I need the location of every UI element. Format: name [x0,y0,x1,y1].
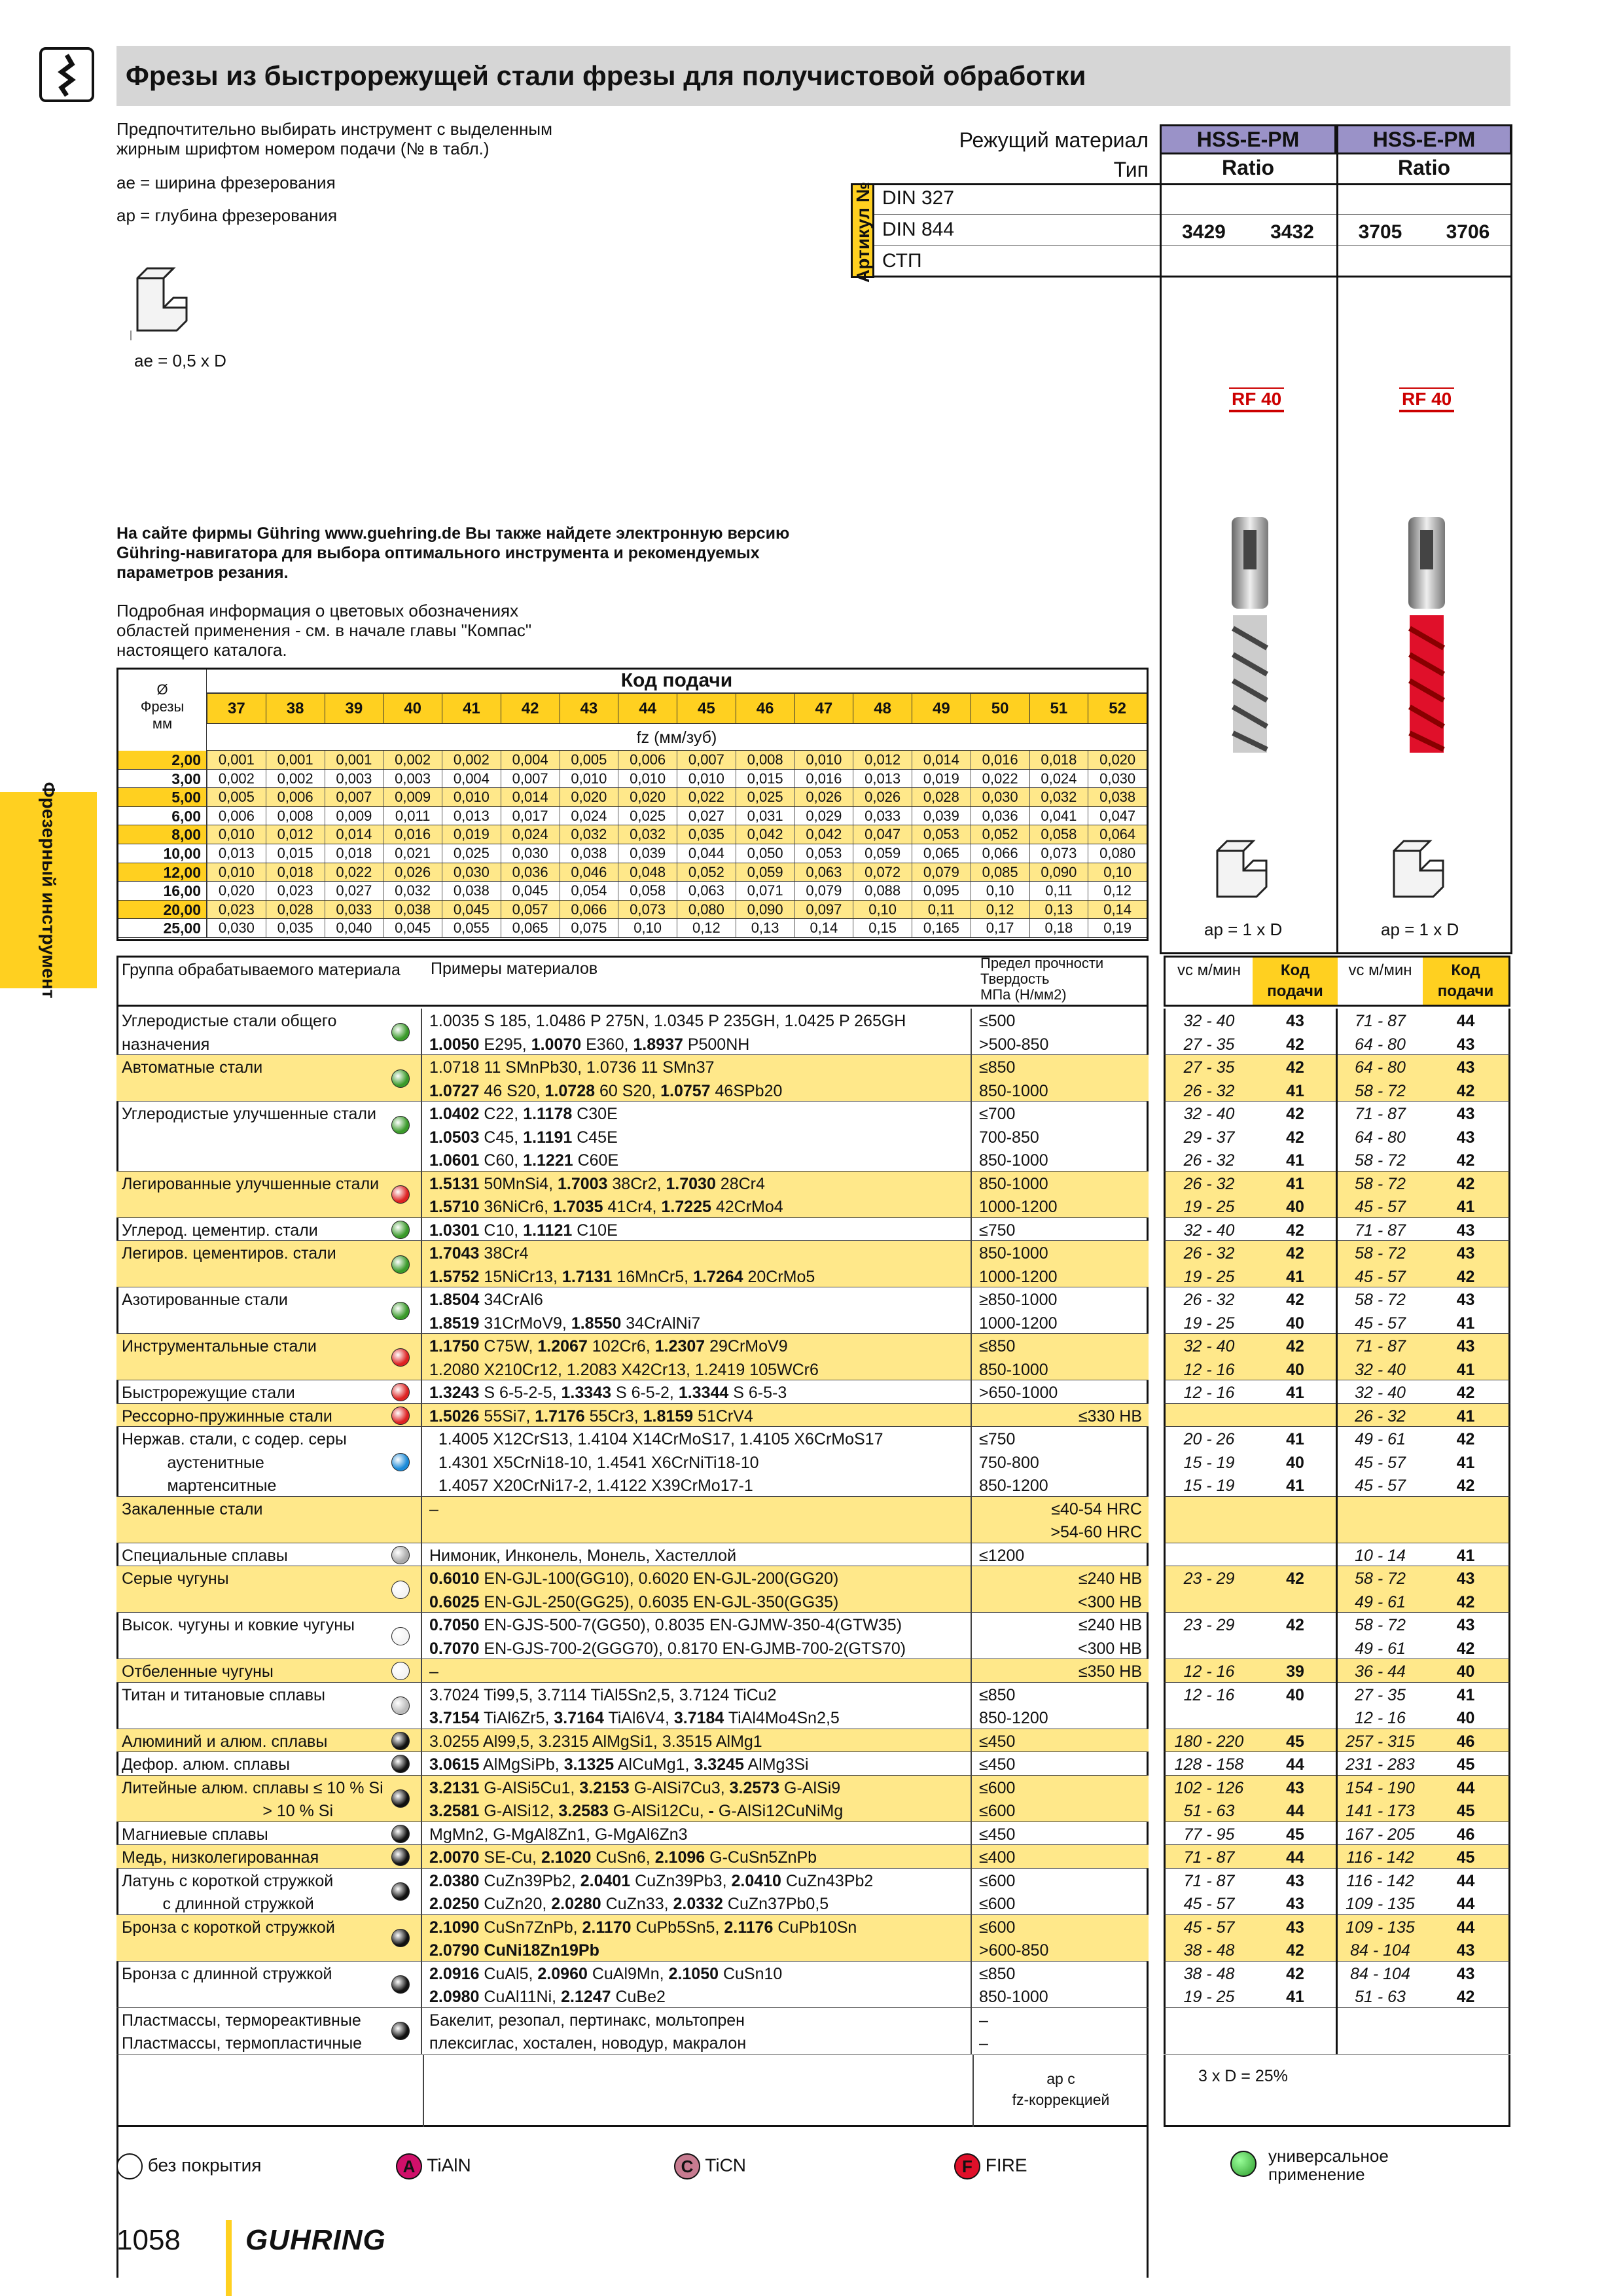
material-examples: Бакелит, резопал, пертинакс, мольтопрен плексиглас, хостален, новодур, макралон [429,2011,747,2053]
drill-logo-icon [39,47,94,102]
feed-code-40: 40 [383,693,442,723]
tialn-icon: A [396,2153,422,2179]
material-examples: 3.7024 Ti99,5, 3.7114 TiAl5Sn2,5, 3.7124 TiCu2 3.7154 TiAl6Zr5, 3.7164 TiAl6V4, 3.7184 TiAl4Mo4Sn2,5 [429,1685,840,1727]
feed-row: 25,00 0,030 0,035 0,040 0,045 0,055 0,065 0,075 0,10 0,12 0,13 0,14 0,15 0,165 0,17 0,18 0,19 [118,919,1147,938]
material-examples: – [429,1662,438,1681]
universal-icon [1230,2151,1257,2177]
spec-block: Режущий материал Тип Артикул № DIN 327 DIN 844 СТП HSS-E-PM HSS-E-PM Ratio Ratio 3429 3432 3705 3706 [851,124,1512,281]
material-examples: 2.0916 CuAl5, 2.0960 CuAl9Mn, 2.1050 CuSn10 2.0980 CuAl11Ni, 2.1247 CuBe2 [429,1964,783,2006]
feed-code-39: 39 [325,693,383,723]
material-group: Автоматные стали [122,1058,263,1077]
application-dot-icon [391,1662,410,1680]
cutting-data-row: 26 - 32 19 - 25 41 40 58 - 72 45 - 57 42 41 [1164,1172,1510,1218]
material-group: Инструментальные стали [122,1337,317,1355]
feed-code-46: 46 [736,693,794,723]
material-row: Отбеленные чугуны – ≤350 HB [116,1659,1149,1683]
material-row: Латунь с короткой стружкой с длинной стружкой 2.0380 CuZn39Pb2, 2.0401 CuZn39Pb3, 2.0410 CuZn43Pb2 2.0250 CuZn20, 2.0280 CuZn33, 2.0332 CuZn37Pb0,5 ≤600 ≤600 [116,1869,1149,1915]
intro: Предпочтительно выбирать инструмент с выделенным жирным шрифтом номером подачи (№ в табл.) ae = ширина фрезерования ap = глубина фрезерования [116,119,552,225]
material-group: Пластмассы, термореактивные Пластмассы, термопластичные [122,2011,363,2053]
cutting-data-row: 10 - 14 41 [1164,1543,1510,1567]
ap-block-icon-2 [1384,831,1456,903]
brand-logo: GUHRING [245,2224,386,2256]
cutting-data-row [1164,1497,1510,1543]
material-row: Закаленные стали – ≤40-54 HRC >54-60 HRC [116,1497,1149,1543]
feed-code-47: 47 [794,693,853,723]
page-header [116,46,1510,106]
application-dot-icon [391,1407,410,1425]
color-note: Подробная информация о цветовых обозначениях областей применения - см. в начале главы "Компас" настоящего каталога. [116,601,532,660]
footer-bar [226,2220,232,2296]
feed-code-43: 43 [560,693,618,723]
ap-value-2: ap = 1 x D [1381,920,1459,939]
cutting-data-row: 128 - 158 44 231 - 283 45 [1164,1752,1510,1776]
material-group: Углеродистые улучшенные стали [122,1105,376,1123]
cutting-data-row: 45 - 57 38 - 48 43 42 109 - 135 84 - 104 44 43 [1164,1915,1510,1962]
article-tab: Артикул № [851,183,874,278]
end-mill-red-icon [1400,517,1453,759]
material-row: Медь, низколегированная 2.0070 SE-Cu, 2.1020 CuSn6, 2.1096 G-CuSn5ZnPb ≤400 [116,1845,1149,1869]
end-mill-silver-icon [1224,517,1276,759]
legend-fire: F FIRE [954,2153,1027,2179]
material-group: Рессорно-пружинные стали [122,1407,332,1426]
feed-code-51: 51 [1029,693,1088,723]
application-dot-icon [391,1116,410,1134]
cutting-data-row: 27 - 35 26 - 32 42 41 64 - 80 58 - 72 43 42 [1164,1055,1510,1102]
application-dot-icon [391,1789,410,1808]
feed-row: 6,00 0,006 0,008 0,009 0,011 0,013 0,017 0,024 0,025 0,027 0,031 0,029 0,033 0,039 0,036 0,041 0,047 [118,807,1147,826]
application-dot-icon [391,1825,410,1843]
application-dot-icon [391,1732,410,1750]
fire-icon: F [954,2153,980,2179]
cutting-data-row: 20 - 26 15 - 19 15 - 19 41 40 41 49 - 61 45 - 57 45 - 57 42 41 42 [1164,1427,1510,1497]
application-dot-icon [391,1221,410,1239]
cutting-data-row: 23 - 29 42 58 - 72 49 - 61 43 42 [1164,1566,1510,1613]
cutting-data-row: 23 - 29 42 58 - 72 49 - 61 43 42 [1164,1613,1510,1659]
material-group: Высок. чугуны и ковкие чугуны [122,1616,355,1634]
material-1: HSS-E-PM [1160,124,1336,154]
feed-codes [207,693,1147,723]
material-row: Углеродистые улучшенные стали 1.0402 C22, 1.1178 C30E 1.0503 C45, 1.1191 C45E 1.0601 C60, 1.1221 C60E ≤700 700-850 850-1000 [116,1102,1149,1172]
cutting-data-row [1164,2008,1510,2054]
application-dot-icon [391,1546,410,1564]
cutting-data-row: 32 - 40 12 - 16 42 40 71 - 87 32 - 40 43 41 [1164,1334,1510,1380]
application-dot-icon [391,1882,410,1901]
application-dot-icon [391,1581,410,1599]
material-group: Легированные улучшенные стали [122,1174,380,1193]
cutting-data-row: 32 - 40 42 71 - 87 43 [1164,1218,1510,1242]
ae-value: ae = 0,5 x D [134,351,226,370]
material-examples: 1.5026 55Si7, 1.7176 55Cr3, 1.8159 51CrV4 [429,1407,753,1426]
material-row: Высок. чугуны и ковкие чугуны 0.7050 EN-GJS-500-7(GG50), 0.8035 EN-GJMW-350-4(GTW35) 0.7070 EN-GJS-700-2(GGG70), 0.8170 EN-GJMB-700-2(GTS70) ≤240 HB <300 HB [116,1613,1149,1659]
material-examples: 1.0301 C10, 1.1121 C10E [429,1221,618,1240]
material-row: Легиров. цементиров. стали 1.7043 38Cr4 1.5752 15NiCr13, 1.7131 16MnCr5, 1.7264 20CrMo5 850-1000 1000-1200 [116,1241,1149,1287]
material-row: Титан и титановые сплавы 3.7024 Ti99,5, 3.7114 TiAl5Sn2,5, 3.7124 TiCu2 3.7154 TiAl6Zr5, 3.7164 TiAl6V4, 3.7184 TiAl4Mo4Sn2,5 ≤850 850-1200 [116,1683,1149,1729]
material-examples: MgMn2, G-MgAl8Zn1, G-MgAl6Zn3 [429,1825,688,1844]
cutting-data-row: 12 - 16 39 36 - 44 40 [1164,1659,1510,1683]
rf40-badge-1: RF 40 [1229,387,1284,412]
cutting-data-row: 38 - 48 19 - 25 42 41 84 - 104 51 - 63 43 42 [1164,1962,1510,2008]
feed-code-45: 45 [677,693,736,723]
cutting-data-row: 71 - 87 45 - 57 43 43 116 - 142 109 - 135 44 44 [1164,1869,1510,1915]
material-row: Магниевые сплавы MgMn2, G-MgAl8Zn1, G-MgAl6Zn3 ≤450 [116,1822,1149,1846]
material-row: Азотированные стали 1.8504 34CrAl6 1.8519 31CrMoV9, 1.8550 34CrAlNi7 ≥850-1000 1000-1200 [116,1287,1149,1334]
cutting-data-row: 26 - 32 41 [1164,1404,1510,1427]
material-group: Серые чугуны [122,1570,229,1588]
material-row: Дефор. алюм. сплавы 3.0615 AlMgSiPb, 3.1325 AlCuMg1, 3.3245 AlMg3Si ≤450 [116,1752,1149,1776]
material-examples: – [429,1499,438,1518]
material-examples: 3.0615 AlMgSiPb, 3.1325 AlCuMg1, 3.3245 AlMg3Si [429,1755,809,1774]
ae-block-icon [128,259,200,344]
material-group: Закаленные стали [122,1499,263,1518]
feed-code-37: 37 [207,693,266,723]
uncoated-icon [116,2153,143,2179]
legend-none: без покрытия [116,2153,261,2179]
application-dot-icon [391,1023,410,1041]
cutting-data-row: 180 - 220 45 257 - 315 46 [1164,1729,1510,1753]
material-examples: 2.0070 SE-Cu, 2.1020 CuSn6, 2.1096 G-CuSn5ZnPb [429,1848,817,1867]
material-group: Латунь с короткой стружкой с длинной стружкой [122,1871,334,1913]
material-group: Магниевые сплавы [122,1825,268,1844]
side-tab: Фрезерный инструмент [0,792,97,988]
material-examples: 1.4005 X12CrS13, 1.4104 X14CrMoS17, 1.4105 X6CrMoS17 1.4301 X5CrNi18-10, 1.4541 X6CrNiTi18-10 1.4057 X20CrNi17-2, 1.4122 X39CrMo17-1 [438,1430,883,1495]
ap-value-1: ap = 1 x D [1204,920,1283,939]
application-dot-icon [391,1185,410,1204]
application-dot-icon [391,1929,410,1947]
feed-row: 20,00 0,023 0,028 0,033 0,038 0,045 0,057 0,066 0,073 0,080 0,090 0,097 0,10 0,11 0,12 0,13 0,14 [118,901,1147,920]
material-examples: 1.0718 11 SMnPb30, 1.0736 11 SMn37 1.0727 46 S20, 1.0728 60 S20, 1.0757 46SPb20 [429,1058,783,1100]
material-row: Бронза с длинной стружкой 2.0916 CuAl5, 2.0960 CuAl9Mn, 2.1050 CuSn10 2.0980 CuAl11Ni, 2.1247 CuBe2 ≤850 850-1000 [116,1962,1149,2008]
ap-block-icon-1 [1207,831,1279,903]
page-title: Фрезы из быстрорежущей стали фрезы для получистовой обработки [126,60,1086,91]
rf40-badge-2: RF 40 [1399,387,1454,412]
material-group: Отбеленные чугуны [122,1662,274,1681]
feed-row: 10,00 0,013 0,015 0,018 0,021 0,025 0,030 0,038 0,039 0,044 0,050 0,053 0,059 0,065 0,066 0,073 0,080 [118,844,1147,863]
material-row: Специальные сплавы Нимоник, Инконель, Монель, Хастеллой ≤1200 [116,1543,1149,1567]
material-examples: 3.0255 Al99,5, 3.2315 AlMgSi1, 3.3515 AlMg1 [429,1732,762,1751]
cutting-data-row: 26 - 32 19 - 25 42 40 58 - 72 45 - 57 43 41 [1164,1287,1510,1334]
application-dot-icon [391,1696,410,1715]
material-row: Легированные улучшенные стали 1.5131 50MnSi4, 1.7003 38Cr2, 1.7030 28Cr4 1.5710 36NiCr6, 1.7035 41Cr4, 1.7225 42CrMo4 850-1000 1000-1200 [116,1172,1149,1218]
cutting-data-row: 12 - 16 40 27 - 35 12 - 16 41 40 [1164,1683,1510,1729]
material-group: Нержав. стали, с содер. серы аустенитные мартенситные [122,1430,347,1495]
cutting-data-row: 77 - 95 45 167 - 205 46 [1164,1822,1510,1846]
feed-table: Ø Фрезы мм Код подачи 37 38 39 40 41 42 43 44 45 46 47 48 49 50 51 52 fz (мм/зуб) 2,00 0,001 0,001 0,001 0,002 0,002 0,004 0,005 0,006 0,007 0,008 0,010 0,012 0,014 0,016 0,018 0,020 3,00 0,002 0,002 0,003 0,003 0,004 0,007 0,010 0,010 0,010 0,015 0,016 0,013 0,019 0,022 0,024 0,030 5,00 0,005 0,006 0,007 0,009 0,010 0,014 0,020 0,020 0,022 0,025 0,026 0,026 0,028 0,030 0,032 0,038 6,00 0,006 0,008 0,009 0,011 0,013 0,017 0,024 0,025 0,027 0,031 0,029 0,033 0,039 0,036 0,041 0,047 8,00 0,010 0,012 0,014 0,016 0,019 0,024 0,032 0,032 0,035 0,042 0,042 0,047 0,053 0,052 0,058 0,064 10,00 0,013 0,015 0,018 0,021 0,025 0,030 0,038 0,039 0,044 0,050 0,053 0,059 0,065 0,066 0,073 0,080 12,00 0,010 0,018 0,022 0,026 0,030 0,036 0,046 0,048 0,052 0,059 0,063 0,072 0,079 0,085 0,090 0,10 16,00 0,020 0,023 0,027 0,032 0,038 0,045 0,054 0,058 0,063 0,071 0,079 0,088 0,095 0,10 0,11 0,12 20,00 0,023 0,028 0,033 0,038 0,045 0,057 0,066 0,073 0,080 0,090 0,097 0,10 0,11 0,12 0,13 0,14 25,00 0,030 0,035 0,040 0,045 0,055 0,065 0,075 0,10 0,12 0,13 0,14 0,15 0,165 0,17 0,18 0,19 [116,668,1149,941]
material-row: Инструментальные стали 1.1750 C75W, 1.2067 102Cr6, 1.2307 29CrMoV9 1.2080 X210Cr12, 1.2083 X42Cr13, 1.2419 105WCr6 ≤850 850-1000 [116,1334,1149,1380]
application-dot-icon [391,1302,410,1320]
material-examples: 1.7043 38Cr4 1.5752 15NiCr13, 1.7131 16MnCr5, 1.7264 20CrMo5 [429,1244,815,1286]
cutting-data-row: 71 - 87 44 116 - 142 45 [1164,1845,1510,1869]
page-number: 1058 [116,2224,181,2256]
cutting-data-row: 26 - 32 19 - 25 42 41 58 - 72 45 - 57 43 42 [1164,1241,1510,1287]
material-group: Углеродистые стали общего назначения [122,1012,337,1054]
material-row: Углеродистые стали общего назначения 1.0035 S 185, 1.0486 P 275N, 1.0345 P 235GH, 1.0425 P 265GH 1.0050 E295, 1.0070 E360, 1.8937 P500NH ≤500 >500-850 [116,1009,1149,1055]
application-dot-icon [391,2022,410,2040]
application-dot-icon [391,1383,410,1401]
material-examples: 2.0380 CuZn39Pb2, 2.0401 CuZn39Pb3, 2.0410 CuZn43Pb2 2.0250 CuZn20, 2.0280 CuZn33, 2.0332 CuZn37Pb0,5 [429,1871,874,1913]
application-dot-icon [391,1069,410,1088]
application-dot-icon [391,1848,410,1866]
material-examples: 1.0402 C22, 1.1178 C30E 1.0503 C45, 1.1191 C45E 1.0601 C60, 1.1221 C60E [429,1105,619,1170]
material-row: Нержав. стали, с содер. серы аустенитные мартенситные 1.4005 X12CrS13, 1.4104 X14CrMoS17, 1.4105 X6CrMoS17 1.4301 X5CrNi18-10, 1.4541 X6CrNiTi18-10 1.4057 X20CrNi17-2, 1.4122 X39CrMo17-1 ≤750 750-800 850-1200 [116,1427,1149,1497]
material-group: Бронза с длинной стружкой [122,1964,332,1983]
material-row: Пластмассы, термореактивные Пластмассы, термопластичные Бакелит, резопал, пертинакс, мольтопрен плексиглас, хостален, новодур, макралон – – [116,2008,1149,2054]
cutting-data-row: 32 - 40 27 - 35 43 42 71 - 87 64 - 80 44 43 [1164,1009,1510,1055]
feed-row: 16,00 0,020 0,023 0,027 0,032 0,038 0,045 0,054 0,058 0,063 0,071 0,079 0,088 0,095 0,10 0,11 0,12 [118,882,1147,901]
material-group: Дефор. алюм. сплавы [122,1755,290,1774]
feed-code-42: 42 [501,693,560,723]
material-examples: 2.1090 CuSn7ZnPb, 2.1170 CuPb5Sn5, 2.1176 CuPb10Sn 2.0790 CuNi18Zn19Pb [429,1918,857,1960]
material-row: Рессорно-пружинные стали 1.5026 55Si7, 1.7176 55Cr3, 1.8159 51CrV4 ≤330 HB [116,1404,1149,1427]
material-examples: 1.0035 S 185, 1.0486 P 275N, 1.0345 P 235GH, 1.0425 P 265GH 1.0050 E295, 1.0070 E360, 1.8937 P500NH [429,1012,906,1054]
material-group: Бронза с короткой стружкой [122,1918,335,1937]
feed-row: 5,00 0,005 0,006 0,007 0,009 0,010 0,014 0,020 0,020 0,022 0,025 0,026 0,026 0,028 0,030 0,032 0,038 [118,788,1147,807]
feed-row: 12,00 0,010 0,018 0,022 0,026 0,030 0,036 0,046 0,048 0,052 0,059 0,063 0,072 0,079 0,085 0,090 0,10 [118,863,1147,882]
application-dot-icon [391,1975,410,1994]
material-row: Быстрорежущие стали 1.3243 S 6-5-2-5, 1.3343 S 6-5-2, 1.3344 S 6-5-3 >650-1000 [116,1380,1149,1404]
material-row: Автоматные стали 1.0718 11 SMnPb30, 1.0736 11 SMn37 1.0727 46 S20, 1.0728 60 S20, 1.0757 46SPb20 ≤850 850-1000 [116,1055,1149,1102]
article-3705: 3705 [1358,221,1402,243]
material-row: Алюминий и алюм. сплавы 3.0255 Al99,5, 3.2315 AlMgSi1, 3.3515 AlMg1 ≤450 [116,1729,1149,1753]
material-row: Бронза с короткой стружкой 2.1090 CuSn7ZnPb, 2.1170 CuPb5Sn5, 2.1176 CuPb10Sn 2.0790 CuNi18Zn19Pb ≤600 >600-850 [116,1915,1149,1962]
material-examples: Нимоник, Инконель, Монель, Хастеллой [429,1546,737,1565]
application-dot-icon [391,1755,410,1773]
material-examples: 1.5131 50MnSi4, 1.7003 38Cr2, 1.7030 28Cr4 1.5710 36NiCr6, 1.7035 41Cr4, 1.7225 42CrMo4 [429,1174,783,1216]
correction-note: 3 x D = 25% [1198,2067,1288,2085]
feed-code-38: 38 [266,693,325,723]
feed-row: 8,00 0,010 0,012 0,014 0,016 0,019 0,024 0,032 0,032 0,035 0,042 0,042 0,047 0,053 0,052 0,058 0,064 [118,825,1147,844]
material-examples: 3.2131 G-AlSi5Cu1, 3.2153 G-AlSi7Cu3, 3.2573 G-AlSi9 3.2581 G-AlSi12, 3.2583 G-AlSi12Cu, - G-AlSi12CuNiMg [429,1778,844,1820]
material-group: Медь, низколегированная [122,1848,319,1867]
material-group: Специальные сплавы [122,1546,288,1565]
material-group: Быстрорежущие стали [122,1384,295,1402]
material-group: Титан и титановые сплавы [122,1685,325,1704]
material-group: Азотированные стали [122,1291,288,1309]
article-3432: 3432 [1270,221,1314,243]
feed-code-50: 50 [971,693,1029,723]
material-group: Алюминий и алюм. сплавы [122,1732,328,1751]
feed-code-52: 52 [1088,693,1147,723]
article-3429: 3429 [1182,221,1226,243]
material-examples: 1.1750 C75W, 1.2067 102Cr6, 1.2307 29CrMoV9 1.2080 X210Cr12, 1.2083 X42Cr13, 1.2419 105WCr6 [429,1337,819,1379]
online-note: На сайте фирмы Gühring www.guehring.de Вы также найдете электронную версию Gühring-навигатора для выбора оптимального инструмента и рекомендуемых параметров резания. [116,524,790,582]
material-examples: 1.3243 S 6-5-2-5, 1.3343 S 6-5-2, 1.3344 S 6-5-3 [429,1384,787,1402]
application-dot-icon [391,1348,410,1367]
legend-ticn: C TiCN [674,2153,746,2179]
feed-code-44: 44 [618,693,677,723]
material-row: Литейные алюм. сплавы ≤ 10 % Si > 10 % Si 3.2131 G-AlSi5Cu1, 3.2153 G-AlSi7Cu3, 3.2573 G-AlSi9 3.2581 G-AlSi12, 3.2583 G-AlSi12Cu, - G-AlSi12CuNiMg ≤600 ≤600 [116,1776,1149,1822]
material-row: Углерод. цементир. стали 1.0301 C10, 1.1121 C10E ≤750 [116,1218,1149,1242]
material-group: Углерод. цементир. стали [122,1221,318,1240]
material-examples: 0.7050 EN-GJS-500-7(GG50), 0.8035 EN-GJMW-350-4(GTW35) 0.7070 EN-GJS-700-2(GGG70), 0.8170 EN-GJMB-700-2(GTS70) [429,1616,906,1658]
feed-code-41: 41 [442,693,501,723]
material-examples: 1.8504 34CrAl6 1.8519 31CrMoV9, 1.8550 34CrAlNi7 [429,1291,701,1333]
material-group: Легиров. цементиров. стали [122,1244,336,1263]
feed-row: 3,00 0,002 0,002 0,003 0,003 0,004 0,007 0,010 0,010 0,010 0,015 0,016 0,013 0,019 0,022 0,024 0,030 [118,770,1147,789]
material-group: Литейные алюм. сплавы ≤ 10 % Si > 10 % Si [122,1778,383,1820]
article-3706: 3706 [1446,221,1490,243]
application-dot-icon [391,1627,410,1645]
feed-row: 2,00 0,001 0,001 0,001 0,002 0,002 0,004 0,005 0,006 0,007 0,008 0,010 0,012 0,014 0,016 0,018 0,020 [118,751,1147,770]
ticn-icon: C [674,2153,700,2179]
legend-tialn: A TiAlN [396,2153,471,2179]
cutting-data-row: 102 - 126 51 - 63 43 44 154 - 190 141 - 173 44 45 [1164,1776,1510,1822]
cutting-data-row: 32 - 40 29 - 37 26 - 32 42 42 41 71 - 87 64 - 80 58 - 72 43 43 42 [1164,1102,1510,1172]
material-2: HSS-E-PM [1336,124,1512,154]
material-examples: 0.6010 EN-GJL-100(GG10), 0.6020 EN-GJL-200(GG20) 0.6025 EN-GJL-250(GG25), 0.6035 EN-GJL-350(GG35) [429,1570,839,1611]
feed-code-49: 49 [912,693,971,723]
material-row: Серые чугуны 0.6010 EN-GJL-100(GG10), 0.6020 EN-GJL-200(GG20) 0.6025 EN-GJL-250(GG25), 0.6035 EN-GJL-350(GG35) ≤240 HB <300 HB [116,1566,1149,1613]
feed-code-48: 48 [853,693,912,723]
application-dot-icon [391,1255,410,1274]
application-dot-icon [391,1453,410,1471]
cutting-data-row: 12 - 16 41 32 - 40 42 [1164,1380,1510,1404]
